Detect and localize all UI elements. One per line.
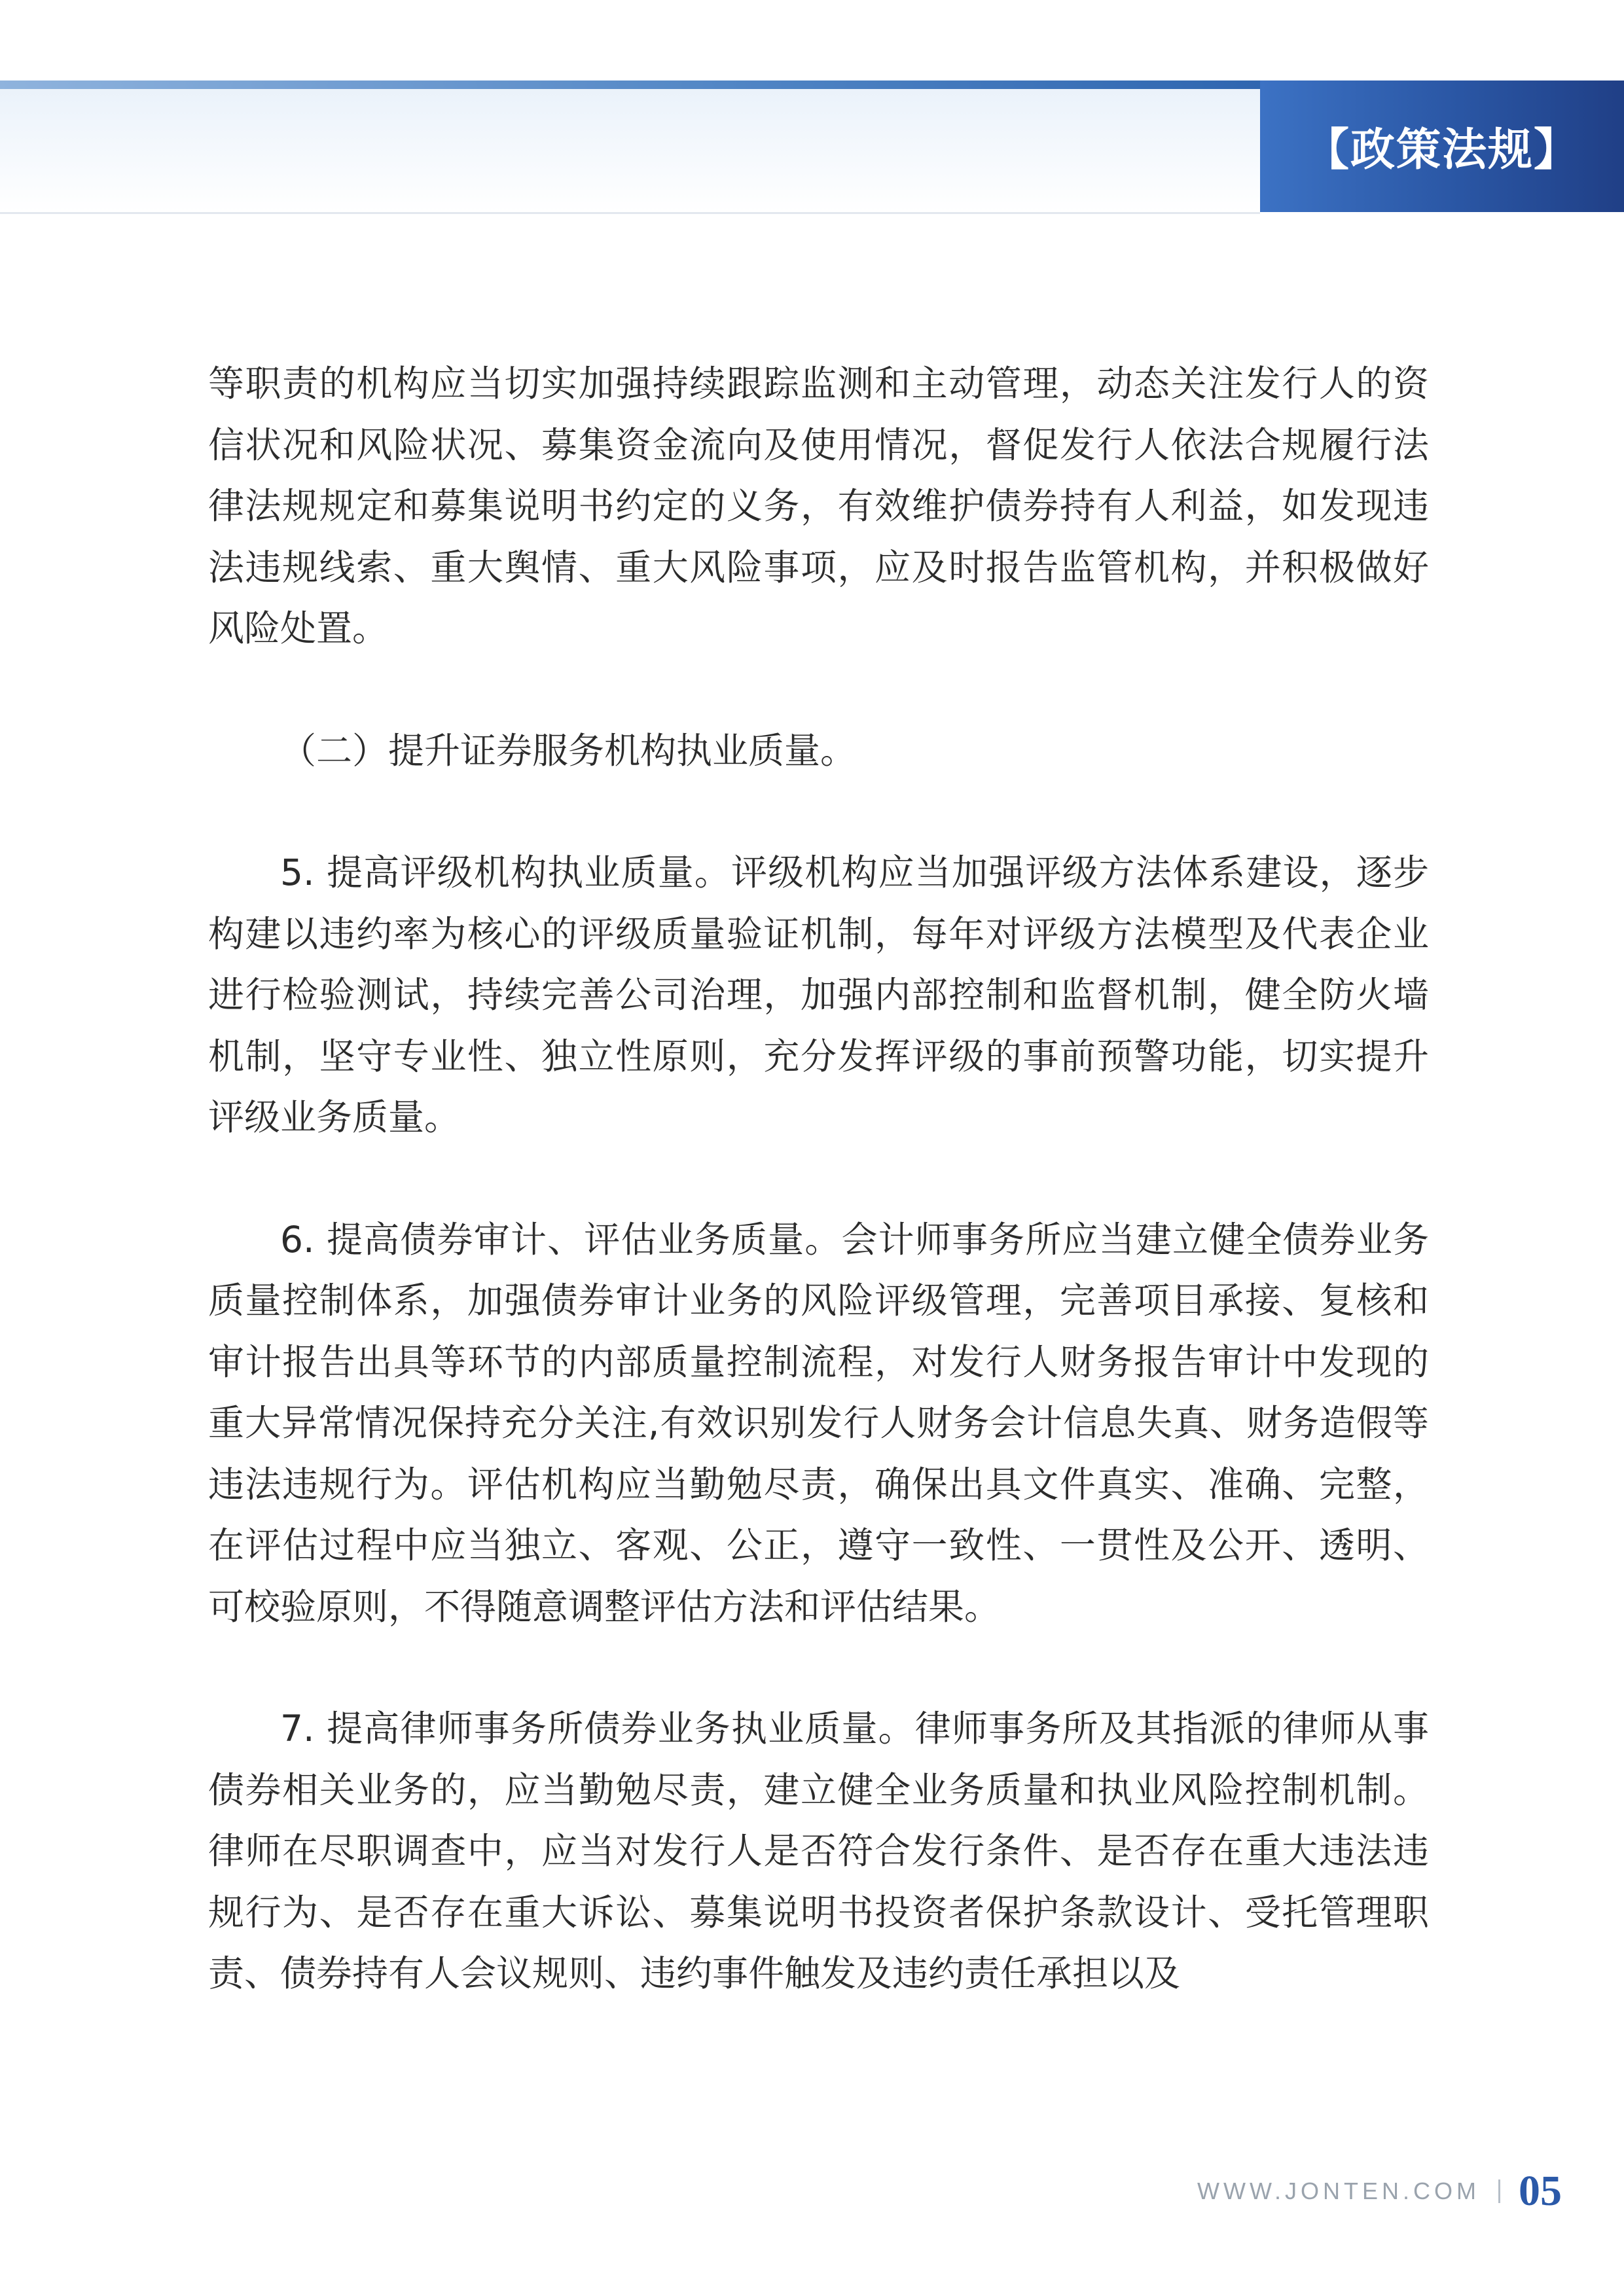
- paragraph-item-5: 5. 提高评级机构执业质量。评级机构应当加强评级方法体系建设，逐步构建以违约率为核心的评级质量验证机制，每年对评级方法模型及代表企业进行检验测试，持续完善公司治理，加强内部控制和监督机制，健全防火墙机制，坚守专业性、独立性原则，充分发挥评级的事前预警功能，切实提升评级业务质量。: [208, 852, 1429, 1138]
- website-link[interactable]: WWW.JONTEN.COM: [1197, 2178, 1480, 2204]
- section-tag: [1260, 81, 1624, 212]
- footer-divider: [1498, 2179, 1500, 2203]
- paragraph-continuation: 等职责的机构应当切实加强持续跟踪监测和主动管理，动态关注发行人的资信状况和风险状况、募集资金流向及使用情况，督促发行人依法合规履行法律法规规定和募集说明书约定的义务，有效维护债券持有人利益，如发现违法违规线索、重大舆情、重大风险事项，应及时报告监管机构，并积极做好风险处置。: [208, 363, 1429, 649]
- paragraph-item-7: 7. 提高律师事务所债券业务执业质量。律师事务所及其指派的律师从事债券相关业务的，应当勤勉尽责，建立健全业务质量和执业风险控制机制。律师在尽职调查中，应当对发行人是否符合发行条件、是否存在重大违法违规行为、是否存在重大诉讼、募集说明书投资者保护条款设计、受托管理职责、债券持有人会议规则、违约事件触发及违约责任承担以及: [208, 1708, 1429, 1994]
- section-tag-label: 【政策法规】: [1304, 124, 1579, 176]
- section-heading: （二）提升证券服务机构执业质量。: [280, 729, 857, 772]
- article-body: [208, 353, 1429, 2005]
- header-accent-line: [0, 81, 1260, 89]
- page-number: 05: [1519, 2167, 1562, 2215]
- paragraph-item-6: 6. 提高债券审计、评估业务质量。会计师事务所应当建立健全债券业务质量控制体系，加强债券审计业务的风险评级管理，完善项目承接、复核和审计报告出具等环节的内部质量控制流程，对发行人财务报告审计中发现的重大异常情况保持充分关注,有效识别发行人财务会计信息失真、财务造假等违法违规行为。评估机构应当勤勉尽责，确保出具文件真实、准确、完整，在评估过程中应当独立、客观、公正，遵守一致性、一贯性及公开、透明、可校验原则，不得随意调整评估方法和评估结果。: [208, 1218, 1429, 1628]
- page-footer: [1197, 2165, 1562, 2217]
- header-band: [0, 81, 1260, 214]
